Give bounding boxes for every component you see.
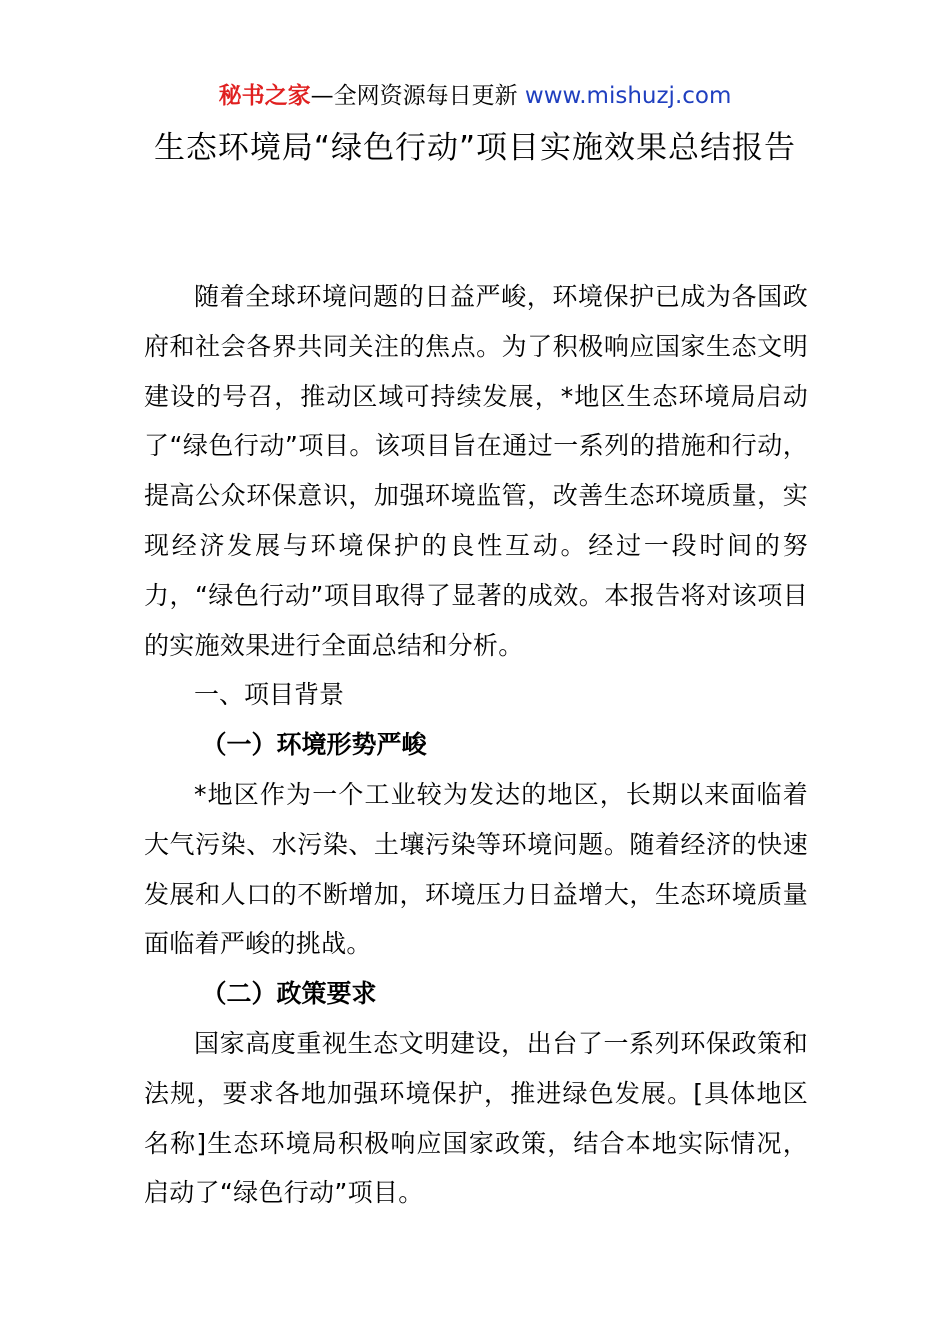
subsection-heading-environment: （一）环境形势严峻 <box>201 730 427 760</box>
environment-paragraph: *地区作为一个工业较为发达的地区，长期以来面临着大气污染、水污染、土壤污染等环境问题。随着经济的快速发展和人口的不断增加，环境压力日益增大，生态环境质量面临着严峻的挑战。 <box>144 779 808 959</box>
subsection-heading-policy: （二）政策要求 <box>201 979 377 1009</box>
section-heading-background: 一、项目背景 <box>194 680 345 710</box>
site-header <box>0 80 950 112</box>
header-tagline: —全网资源每日更新 <box>310 83 525 109</box>
document-body <box>144 272 808 1218</box>
site-url-link[interactable]: www.mishuzj.com <box>524 83 732 109</box>
brand-name: 秘书之家 <box>218 83 311 109</box>
policy-paragraph: 国家高度重视生态文明建设，出台了一系列环保政策和法规，要求各地加强环境保护，推进绿色发展。[具体地区名称]生态环境局积极响应国家政策，结合本地实际情况，启动了“绿色行动”项目。 <box>144 1028 808 1208</box>
document-title: 生态环境局“绿色行动”项目实施效果总结报告 <box>153 130 797 166</box>
intro-paragraph: 随着全球环境问题的日益严峻，环境保护已成为各国政府和社会各界共同关注的焦点。为了积极响应国家生态文明建设的号召，推动区域可持续发展，*地区生态环境局启动了“绿色行动”项目。该项目旨在通过一系列的措施和行动，提高公众环保意识，加强环境监管，改善生态环境质量，实现经济发展与环境保护的良性互动。经过一段时间的努力，“绿色行动”项目取得了显著的成效。本报告将对该项目的实施效果进行全面总结和分析。 <box>144 282 808 660</box>
